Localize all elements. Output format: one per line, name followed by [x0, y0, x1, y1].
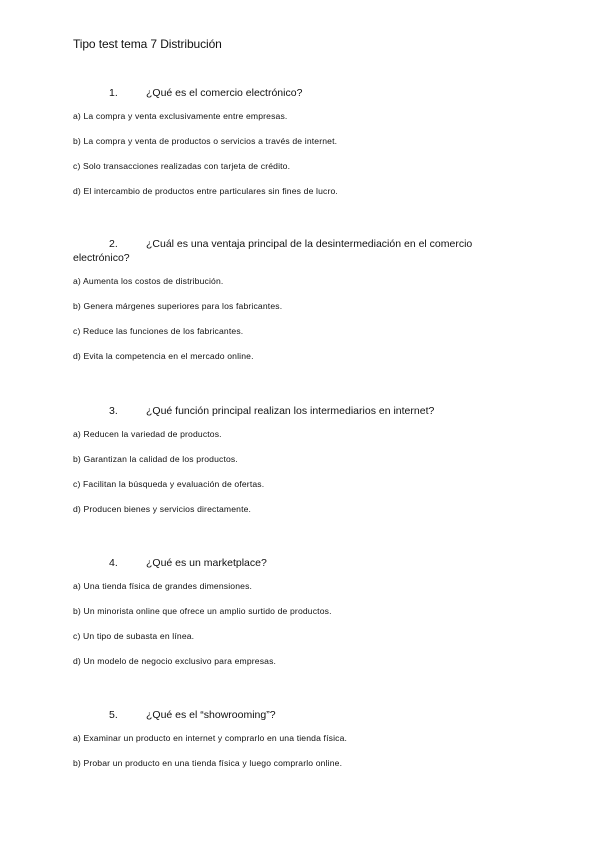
question-number: 5. — [109, 709, 118, 721]
question-text: ¿Cuál es una ventaja principal de la desintermediación en el comercio electrónico? — [73, 238, 473, 264]
question-2 — [73, 237, 513, 376]
answer-option-a: a) Aumenta los costos de distribución. — [73, 276, 224, 286]
answer-option-b: b) Probar un producto en una tienda física y luego comprarlo online. — [73, 758, 343, 768]
question-number: 3. — [109, 405, 118, 417]
question-4 — [73, 556, 513, 681]
question-number: 1. — [109, 87, 118, 99]
answer-option-a: a) Reducen la variedad de productos. — [73, 429, 222, 439]
answer-option-d: d) Evita la competencia en el mercado online. — [73, 351, 254, 361]
question-number: 4. — [109, 557, 118, 569]
answer-option-d: d) Un modelo de negocio exclusivo para empresas. — [73, 656, 277, 666]
question-number: 2. — [109, 238, 118, 250]
question-header — [73, 708, 513, 722]
answer-option-a: a) Examinar un producto en internet y comprarlo en una tienda física. — [73, 733, 348, 743]
question-text: ¿Qué función principal realizan los intermediarios en internet? — [146, 405, 435, 417]
question-header — [73, 237, 513, 265]
answer-option-b: b) Genera márgenes superiores para los fabricantes. — [73, 301, 283, 311]
question-text: ¿Qué es un marketplace? — [146, 557, 267, 569]
question-header — [73, 86, 513, 100]
question-header — [73, 404, 513, 418]
answer-option-b: b) Un minorista online que ofrece un amplio surtido de productos. — [73, 606, 332, 616]
answer-option-d: d) Producen bienes y servicios directamente. — [73, 504, 252, 514]
answer-option-c: c) Facilitan la búsqueda y evaluación de ofertas. — [73, 479, 265, 489]
answer-option-c: c) Solo transacciones realizadas con tarjeta de crédito. — [73, 161, 291, 171]
question-5 — [73, 708, 513, 783]
question-text: ¿Qué es el comercio electrónico? — [146, 87, 303, 99]
answer-option-d: d) El intercambio de productos entre particulares sin fines de lucro. — [73, 186, 338, 196]
question-header — [73, 556, 513, 570]
answer-option-a: a) Una tienda física de grandes dimensiones. — [73, 581, 253, 591]
answer-option-c: c) Reduce las funciones de los fabricantes. — [73, 326, 244, 336]
answer-option-b: b) La compra y venta de productos o servicios a través de internet. — [73, 136, 338, 146]
answer-option-c: c) Un tipo de subasta en línea. — [73, 631, 195, 641]
question-text: ¿Qué es el “showrooming”? — [146, 709, 276, 721]
answer-option-b: b) Garantizan la calidad de los productos. — [73, 454, 238, 464]
answer-option-a: a) La compra y venta exclusivamente entre empresas. — [73, 111, 288, 121]
question-1 — [73, 86, 513, 211]
document-title: Tipo test tema 7 Distribución — [73, 37, 222, 51]
question-3 — [73, 404, 513, 529]
